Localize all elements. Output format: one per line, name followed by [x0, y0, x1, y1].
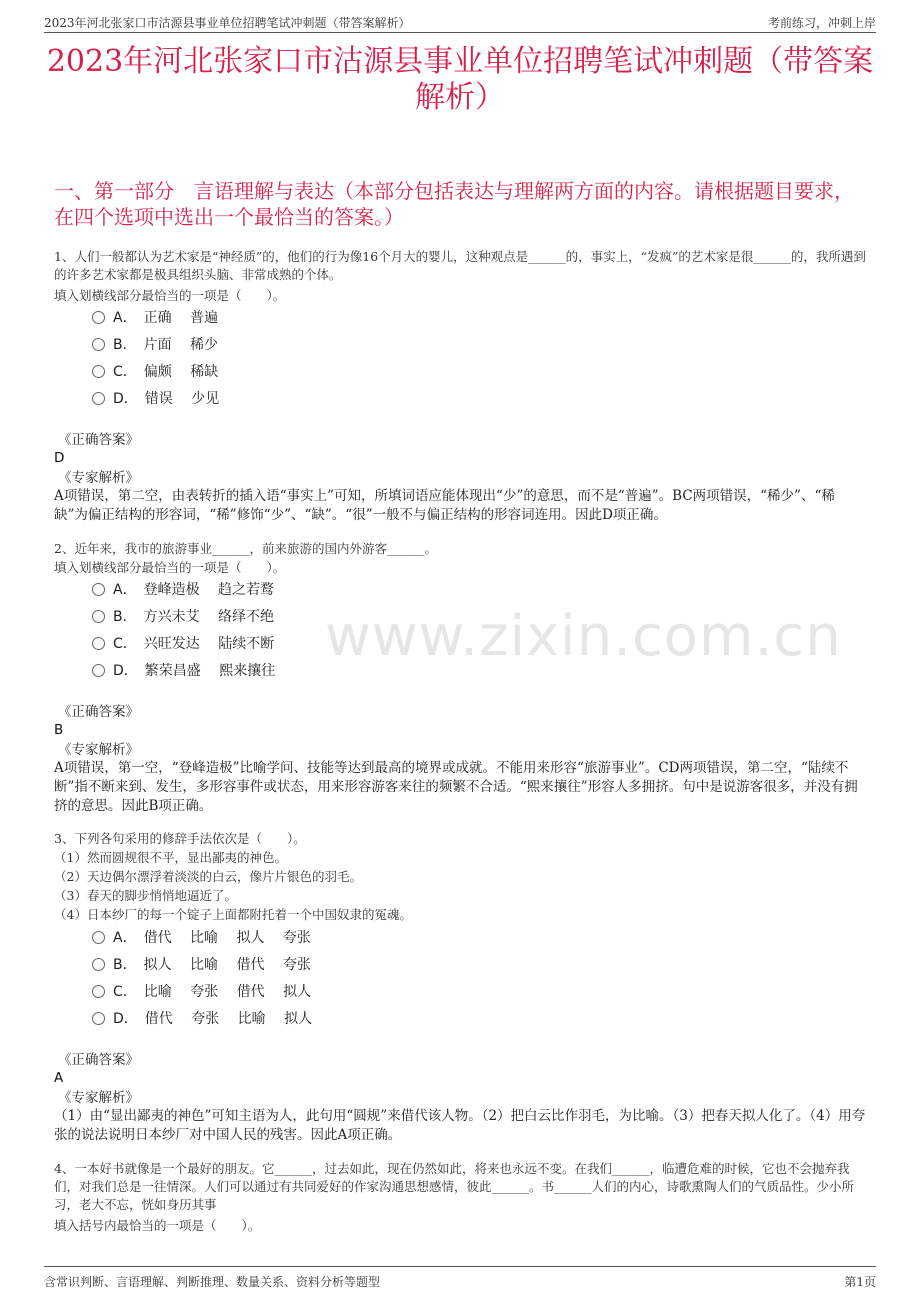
- radio-icon[interactable]: [92, 637, 105, 650]
- q3-stem: 3、下列各句采用的修辞手法依次是（ ）。: [54, 831, 306, 846]
- radio-icon[interactable]: [92, 610, 105, 623]
- q2-analysis: A项错误，第一空，“登峰造极”比喻学问、技能等达到最高的境界或成就。不能用来形容“旅游事业”。CD两项错误，第二空，“陆续不断”指不断来到、发生，多形容事件或状态，用来形容游客来往的频繁不合适。“熙来攘往”形容人多拥挤。句中是说游客很多，并没有拥挤的意思。因此B项正确。: [54, 760, 858, 814]
- header-slogan: 考前练习，冲刺上岸: [767, 16, 876, 30]
- q2-analysis-label: 《专家解析》: [58, 742, 139, 758]
- q2-prompt: 填入划横线部分最恰当的一项是（ ）。: [54, 560, 286, 575]
- radio-icon[interactable]: [92, 392, 105, 405]
- q1-answer-label: 《正确答案》: [58, 432, 139, 448]
- q3-answer-label: 《正确答案》: [58, 1052, 139, 1068]
- page-number: 第1页: [844, 1275, 876, 1289]
- q3-option-d[interactable]: D． 借代 夸张 比喻 拟人: [92, 1010, 312, 1030]
- radio-icon[interactable]: [92, 664, 105, 677]
- q3-item-4: （4）日本纱厂的每一个锭子上面都附托着一个中国奴隶的冤魂。: [54, 907, 412, 922]
- q2-option-a[interactable]: A． 登峰造极 趋之若鹜: [92, 581, 274, 601]
- page-footer: [44, 1266, 876, 1291]
- q2-option-b[interactable]: B． 方兴未艾 络绎不绝: [92, 608, 274, 628]
- q4-stem: 4、一本好书就像是一个最好的朋友。它______，过去如此，现在仍然如此，将来也永远不变。在我们______，临遭危难的时候，它也不会抛弃我们，对我们总是一往情深。人们可以通过有共同爱好的作家沟通思想感情，彼此______。书______人们的内心，诗歌熏陶人们的气质品性。少小所习，老大不忘，恍如身历其事: [54, 1161, 855, 1212]
- q2-option-d[interactable]: D． 繁荣昌盛 熙来攘往: [92, 662, 275, 682]
- q1-analysis: A项错误，第二空，由表转折的插入语“事实上”可知，所填词语应能体现出“少”的意思，而不是“普遍”。BC两项错误，“稀少”、“稀缺”为偏正结构的形容词，“稀”修饰“少”、“缺”。“很”一般不与偏正结构的形容词连用。因此D项正确。: [54, 488, 835, 523]
- q1-option-b[interactable]: B． 片面 稀少: [92, 336, 218, 356]
- q3-answer: A: [54, 1070, 64, 1086]
- q3-item-3: （3）春天的脚步悄悄地逼近了。: [54, 888, 237, 903]
- watermark: www.zixin.com.cn: [325, 604, 842, 669]
- q3-option-b[interactable]: B． 拟人 比喻 借代 夸张: [92, 956, 311, 976]
- q2-stem: 2、近年来，我市的旅游事业______，前来旅游的国内外游客______。: [54, 541, 437, 556]
- q3-analysis: （1）由“显出鄙夷的神色”可知主语为人，此句用“圆规”来借代该人物。（2）把白云比作羽毛，为比喻。（3）把春天拟人化了。（4）用夸张的说法说明日本纱厂对中国人民的残害。因此A项正确。: [54, 1108, 866, 1143]
- radio-icon[interactable]: [92, 365, 105, 378]
- radio-icon[interactable]: [92, 958, 105, 971]
- q1-option-c[interactable]: C． 偏颇 稀缺: [92, 363, 218, 383]
- q1-option-d[interactable]: D． 错误 少见: [92, 390, 219, 410]
- q3-item-1: （1）然而圆规很不平，显出鄙夷的神色。: [54, 850, 287, 865]
- document-title: 2023年河北张家口市沽源县事业单位招聘笔试冲刺题（带答案解析）: [46, 44, 874, 115]
- q2-answer: B: [54, 722, 64, 738]
- q2-answer-label: 《正确答案》: [58, 704, 139, 720]
- radio-icon[interactable]: [92, 311, 105, 324]
- q1-analysis-label: 《专家解析》: [58, 470, 139, 486]
- radio-icon[interactable]: [92, 985, 105, 998]
- q3-option-c[interactable]: C． 比喻 夸张 借代 拟人: [92, 983, 311, 1003]
- page-header: [44, 12, 876, 33]
- radio-icon[interactable]: [92, 931, 105, 944]
- footer-note: 含常识判断、言语理解、判断推理、数量关系、资料分析等题型: [44, 1275, 381, 1289]
- header-title: 2023年河北张家口市沽源县事业单位招聘笔试冲刺题（带答案解析）: [44, 16, 411, 30]
- q1-prompt: 填入划横线部分最恰当的一项是（ ）。: [54, 288, 286, 303]
- radio-icon[interactable]: [92, 583, 105, 596]
- q3-analysis-label: 《专家解析》: [58, 1090, 139, 1106]
- q4-prompt: 填入括号内最恰当的一项是（ ）。: [54, 1218, 261, 1233]
- section-heading: 一、第一部分 言语理解与表达（本部分包括表达与理解两方面的内容。请根据题目要求，在四个选项中选出一个最恰当的答案。）: [54, 179, 854, 229]
- q1-stem: 1、人们一般都认为艺术家是“神经质”的，他们的行为像16个月大的婴儿，这种观点是______的，事实上，“发疯”的艺术家是很______的，我所遇到的许多艺术家都是极具组织头脑、非常成熟的个体。: [54, 249, 866, 282]
- radio-icon[interactable]: [92, 338, 105, 351]
- radio-icon[interactable]: [92, 1012, 105, 1025]
- q1-option-a[interactable]: A． 正确 普遍: [92, 309, 218, 329]
- q2-option-c[interactable]: C． 兴旺发达 陆续不断: [92, 635, 274, 655]
- q1-answer: D: [54, 450, 65, 466]
- q3-item-2: （2）天边偶尔漂浮着淡淡的白云，像片片银色的羽毛。: [54, 869, 362, 884]
- q3-option-a[interactable]: A． 借代 比喻 拟人 夸张: [92, 929, 311, 949]
